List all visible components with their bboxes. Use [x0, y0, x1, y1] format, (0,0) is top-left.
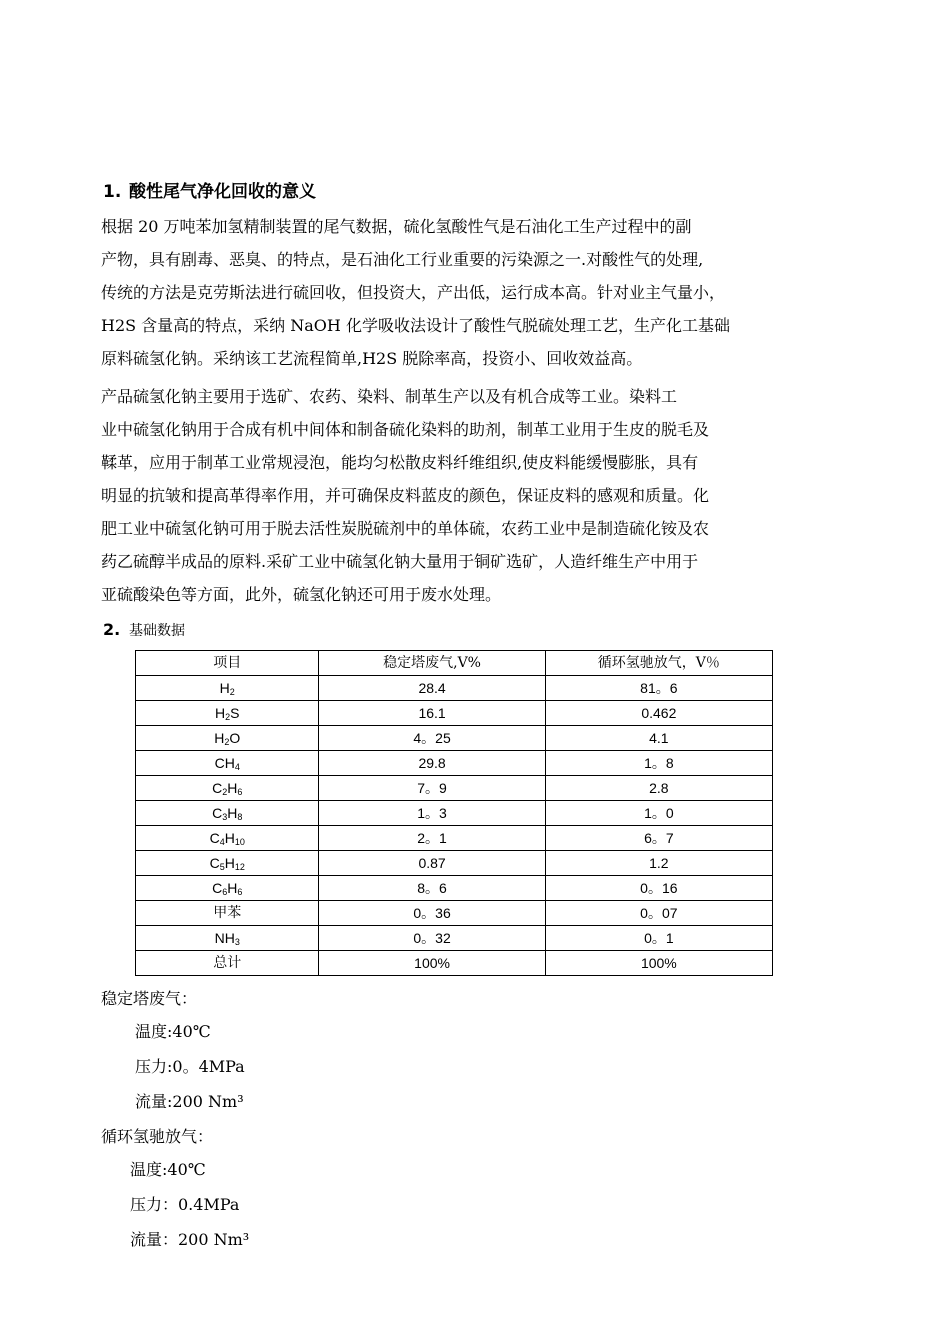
stabilizer-pressure: 压力:0。4MPa: [135, 1057, 245, 1076]
recycle-temperature: 温度:40℃: [130, 1160, 206, 1179]
stabilizer-value: 28.4: [319, 676, 545, 701]
stabilizer-flow: 流量:200 Nm³: [135, 1092, 244, 1111]
section-2-heading: [103, 618, 185, 643]
recycle-value: 1。0: [545, 801, 772, 826]
component-name: $H_2S$: [136, 701, 319, 726]
stabilizer-value: 4。25: [319, 726, 545, 751]
stabilizer-value: 16.1: [319, 701, 545, 726]
paragraph-line: 肥工业中硫氢化钠可用于脱去活性炭脱硫剂中的单体硫，农药工业中是制造硫化铵及农: [101, 519, 710, 538]
component-name: $C_6H_6$: [136, 876, 319, 901]
stabilizer-value: 29.8: [319, 751, 545, 776]
table-row: [136, 926, 773, 951]
section-1-title: 酸性尾气净化回收的意义: [129, 182, 316, 202]
recycle-value: 0。1: [545, 926, 772, 951]
component-name: 甲苯: [136, 901, 319, 926]
gas-composition-table: [135, 650, 773, 976]
table-header-recycle: 循环氢驰放气，V％: [545, 651, 772, 676]
table-row: [136, 726, 773, 751]
table-row: [136, 876, 773, 901]
paragraph-line: 传统的方法是克劳斯法进行硫回收，但投资大，产出低，运行成本高。针对业主气量小，: [101, 283, 726, 302]
component-name: $CH_4$: [136, 751, 319, 776]
component-name: $H_2$: [136, 676, 319, 701]
recycle-value: 0。07: [545, 901, 772, 926]
component-name: $C_4H_{10}$: [136, 826, 319, 851]
recycle-value: 2.8: [545, 776, 772, 801]
table-header-row: [136, 651, 773, 676]
stabilizer-gas-title: 稳定塔废气：: [101, 989, 198, 1008]
recycle-value: 6。7: [545, 826, 772, 851]
recycle-pressure: 压力：0.4MPa: [130, 1195, 240, 1214]
table-row: [136, 951, 773, 976]
stabilizer-value: 0。36: [319, 901, 545, 926]
section-1-heading: [103, 180, 316, 204]
table-row: [136, 901, 773, 926]
paragraph-line: 根据 20 万吨苯加氢精制装置的尾气数据，硫化氢酸性气是石油化工生产过程中的副: [101, 217, 692, 236]
section-2-title: 基础数据: [129, 623, 185, 639]
component-name: 总计: [136, 951, 319, 976]
paragraph-line: 产品硫氢化钠主要用于选矿、农药、染料、制革生产以及有机合成等工业。染料工: [101, 387, 678, 406]
table-body: [136, 676, 773, 976]
stabilizer-value: 100%: [319, 951, 545, 976]
section-2-number: 2.: [103, 620, 121, 639]
paragraph-line: 业中硫氢化钠用于合成有机中间体和制备硫化染料的助剂，制革工业用于生皮的脱毛及: [101, 420, 710, 439]
paragraph-line: 原料硫氢化钠。采纳该工艺流程简单,H2S 脱除率高，投资小、回收效益高。: [101, 349, 643, 368]
table-header-stabilizer: 稳定塔废气,V%: [319, 651, 545, 676]
stabilizer-value: 0。32: [319, 926, 545, 951]
recycle-value: 4.1: [545, 726, 772, 751]
paragraph-1: [101, 210, 836, 375]
recycle-flow: 流量：200 Nm³: [130, 1230, 250, 1249]
table-row: [136, 801, 773, 826]
recycle-value: 0。16: [545, 876, 772, 901]
recycle-value: 81。6: [545, 676, 772, 701]
component-name: $C_3H_8$: [136, 801, 319, 826]
stabilizer-value: 1。3: [319, 801, 545, 826]
recycle-value: 1。8: [545, 751, 772, 776]
paragraph-line: 药乙硫醇半成品的原料.采矿工业中硫氢化钠大量用于铜矿选矿，人造纤维生产中用于: [101, 552, 699, 571]
stabilizer-value: 8。6: [319, 876, 545, 901]
recycle-value: 1.2: [545, 851, 772, 876]
table-row: [136, 751, 773, 776]
paragraph-line: 鞣革，应用于制革工业常规浸泡，能均匀松散皮料纤维组织,使皮料能缓慢膨胀，具有: [101, 453, 699, 472]
recycle-value: 100%: [545, 951, 772, 976]
table-row: [136, 701, 773, 726]
component-name: $NH_3$: [136, 926, 319, 951]
paragraph-line: H2S 含量高的特点，采纳 NaOH 化学吸收法设计了酸性气脱硫处理工艺，生产化工基础: [101, 316, 730, 335]
recycle-gas-title: 循环氢驰放气：: [101, 1127, 214, 1146]
table-row: [136, 676, 773, 701]
stabilizer-value: 0.87: [319, 851, 545, 876]
table-row: [136, 851, 773, 876]
component-name: $C_5H_{12}$: [136, 851, 319, 876]
stabilizer-temperature: 温度:40℃: [135, 1022, 211, 1041]
recycle-value: 0.462: [545, 701, 772, 726]
stabilizer-value: 2。1: [319, 826, 545, 851]
section-1-number: 1.: [103, 182, 122, 202]
table-row: [136, 826, 773, 851]
paragraph-line: 明显的抗皱和提高革得率作用，并可确保皮料蓝皮的颜色，保证皮料的感观和质量。化: [101, 486, 710, 505]
component-name: $C_2H_6$: [136, 776, 319, 801]
paragraph-line: 产物，具有剧毒、恶臭、的特点，是石油化工行业重要的污染源之一.对酸性气的处理,: [101, 250, 704, 269]
table-header-item: 项目: [136, 651, 319, 676]
stabilizer-value: 7。9: [319, 776, 545, 801]
paragraph-2: [101, 380, 836, 611]
component-name: $H_2O$: [136, 726, 319, 751]
table-row: [136, 776, 773, 801]
paragraph-line: 亚硫酸染色等方面，此外，硫氢化钠还可用于废水处理。: [101, 585, 502, 604]
